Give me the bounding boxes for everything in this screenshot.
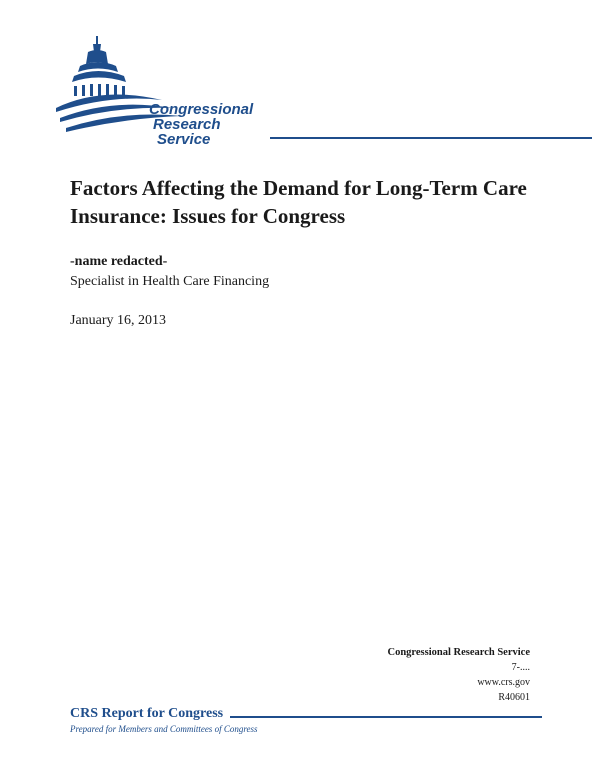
logo-line-3: Service bbox=[157, 131, 211, 148]
report-number: R40601 bbox=[498, 692, 530, 703]
crs-org-name: Congressional Research Service bbox=[387, 647, 530, 658]
footer-subtitle: Prepared for Members and Committees of Congress bbox=[70, 724, 258, 734]
report-date: January 16, 2013 bbox=[70, 313, 167, 328]
footer-divider bbox=[230, 716, 542, 718]
crs-website: www.crs.gov bbox=[477, 677, 530, 688]
footer-title: CRS Report for Congress bbox=[70, 706, 224, 721]
logo-divider bbox=[270, 137, 592, 139]
crs-logo bbox=[52, 30, 552, 150]
crs-phone: 7-.... bbox=[511, 662, 530, 673]
logo-line-1: Congressional bbox=[149, 101, 254, 118]
logo-line-2: Research bbox=[153, 116, 221, 133]
author-name: -name redacted- bbox=[70, 254, 168, 269]
report-title: Factors Affecting the Demand for Long-Term Care Insurance: Issues for Congress bbox=[70, 176, 527, 228]
crs-contact-block bbox=[387, 645, 530, 705]
author-role: Specialist in Health Care Financing bbox=[70, 274, 270, 289]
logo-wordmark bbox=[149, 102, 253, 147]
